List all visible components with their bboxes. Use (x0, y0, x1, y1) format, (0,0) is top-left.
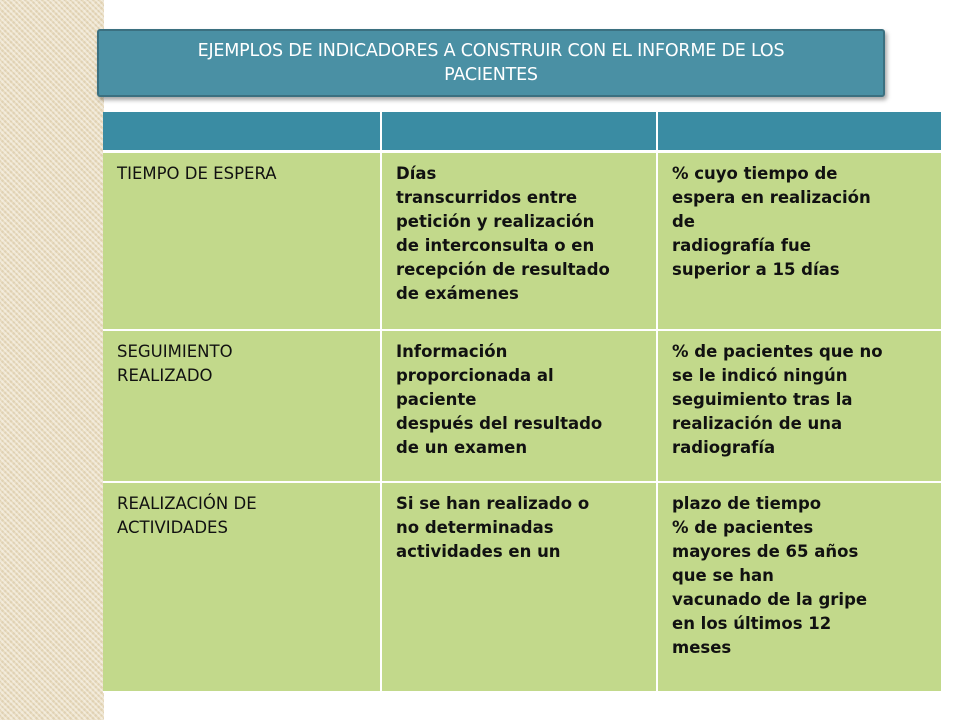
cell-line: vacunado de la gripe (672, 589, 868, 609)
cell-line: mayores de 65 años (672, 541, 859, 561)
cell-line: % de pacientes (672, 517, 814, 537)
indicator-name-cell (103, 330, 381, 482)
slide-title (198, 39, 785, 87)
cell-line: después del resultado (396, 413, 603, 433)
cell-line: transcurridos entre (396, 188, 578, 207)
table-header-cell-1 (103, 112, 381, 152)
cell-line: de un examen (396, 437, 528, 457)
cell-line: Si se han realizado o (396, 493, 590, 513)
cell-line: proporcionada al (396, 365, 554, 385)
cell-line: espera en realización (672, 188, 871, 207)
table-header-row (103, 112, 941, 152)
cell-line: REALIZACIÓN DE (117, 493, 257, 513)
table-header-cell-2 (381, 112, 657, 152)
cell-line: de interconsulta o en (396, 236, 595, 255)
cell-line: de (672, 212, 696, 231)
cell-line: meses (672, 637, 732, 657)
table-row (103, 482, 941, 692)
cell-line: Información (396, 341, 508, 361)
cell-line: recepción de resultado (396, 260, 610, 279)
cell-line: TIEMPO DE ESPERA (117, 164, 277, 183)
cell-line: Días (396, 164, 437, 183)
indicator-example-cell (657, 330, 941, 482)
cell-line: se le indicó ningún (672, 365, 848, 385)
indicator-example-cell (657, 152, 941, 330)
cell-line: paciente (396, 389, 477, 409)
decorative-side-strip (0, 0, 104, 720)
indicator-definition-cell (381, 152, 657, 330)
cell-line: % de pacientes que no (672, 341, 883, 361)
cell-line: que se han (672, 565, 774, 585)
indicator-name-cell (103, 482, 381, 692)
cell-line: radiografía (672, 437, 776, 457)
slide-title-line-1: EJEMPLOS DE INDICADORES A CONSTRUIR CON EL INFORME DE LOS (197, 41, 785, 61)
cell-line: realización de una (672, 413, 843, 433)
cell-line: radiografía fue (672, 236, 811, 255)
cell-line: no determinadas (396, 517, 554, 537)
cell-line: SEGUIMIENTO (117, 341, 233, 361)
cell-line: plazo de tiempo (672, 493, 822, 513)
indicator-example-cell (657, 482, 941, 692)
indicator-name-cell (103, 152, 381, 330)
cell-line: de exámenes (396, 284, 519, 303)
cell-line: REALIZADO (117, 365, 213, 385)
cell-line: ACTIVIDADES (117, 517, 228, 537)
indicators-table (103, 112, 941, 693)
indicator-definition-cell (381, 330, 657, 482)
cell-line: actividades en un (396, 541, 561, 561)
cell-line: superior a 15 días (672, 260, 840, 279)
table-row (103, 152, 941, 330)
cell-line: en los últimos 12 (672, 613, 832, 633)
cell-line: % cuyo tiempo de (672, 164, 838, 183)
table-row (103, 330, 941, 482)
cell-line: seguimiento tras la (672, 389, 853, 409)
table-header-cell-3 (657, 112, 941, 152)
slide-title-line-2: PACIENTES (444, 65, 538, 85)
slide-title-box (97, 29, 885, 97)
cell-line: petición y realización (396, 212, 595, 231)
indicator-definition-cell (381, 482, 657, 692)
